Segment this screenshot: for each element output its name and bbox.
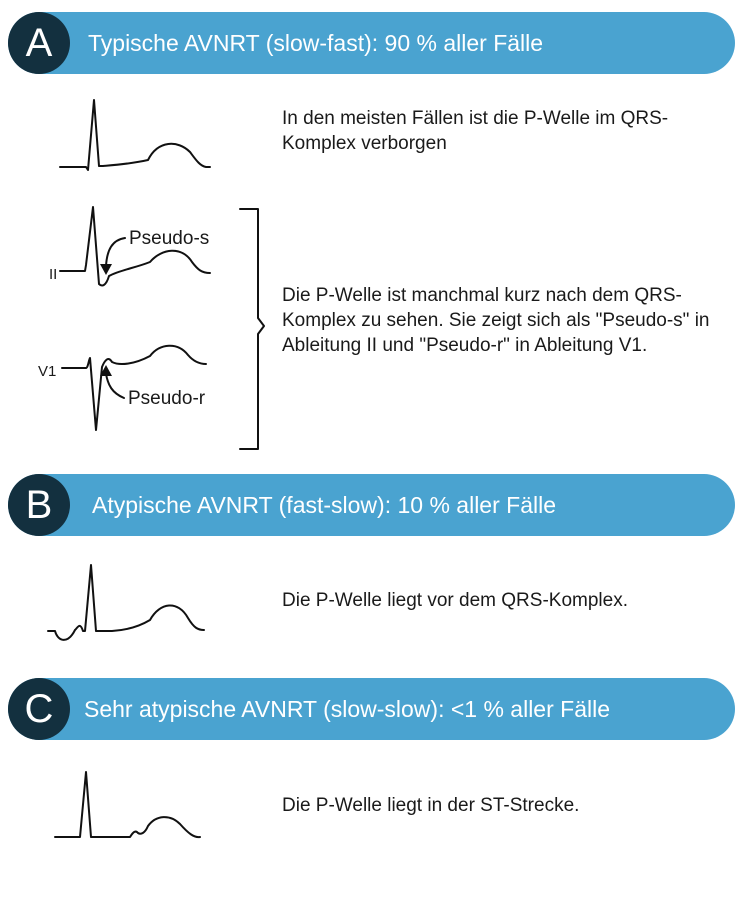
description-pseudo-waves: Die P-Welle ist manchmal kurz nach dem QRS-Komplex zu sehen. Sie zeigt sich als "Pseudo-s" in Ableitung II und "Pseudo-r" in Ableitung V1. (282, 285, 710, 356)
section-letter-c: C (8, 678, 70, 740)
section-a-title: Typische AVNRT (slow-fast): 90 % aller Fälle (88, 30, 544, 56)
ecg-trace-p-before-qrs (48, 565, 204, 640)
description-p-in-st: Die P-Welle liegt in der ST-Strecke. (282, 795, 580, 816)
bracket (240, 209, 264, 449)
section-letter-a: A (8, 12, 70, 74)
description-p-before-qrs: Die P-Welle liegt vor dem QRS-Komplex. (282, 590, 628, 611)
section-b-title: Atypische AVNRT (fast-slow): 10 % aller Fälle (92, 492, 556, 518)
description-hidden-p-wave: In den meisten Fällen ist die P-Welle im QRS-Komplex verborgen (282, 108, 669, 154)
annotation-pseudo-r: Pseudo-r (128, 388, 206, 409)
lead-label-ii: II (49, 266, 58, 283)
section-c-title: Sehr atypische AVNRT (slow-slow): <1 % aller Fälle (84, 696, 611, 722)
arrow-pseudo-s (106, 238, 125, 266)
ecg-trace-hidden-p (60, 100, 210, 170)
arrowhead-pseudo-s (100, 264, 112, 275)
ecg-trace-p-in-st (55, 772, 200, 837)
lead-label-v1: V1 (38, 363, 57, 380)
arrow-pseudo-r (106, 374, 124, 398)
section-letter-b: B (8, 474, 70, 536)
annotation-pseudo-s: Pseudo-s (129, 228, 210, 249)
